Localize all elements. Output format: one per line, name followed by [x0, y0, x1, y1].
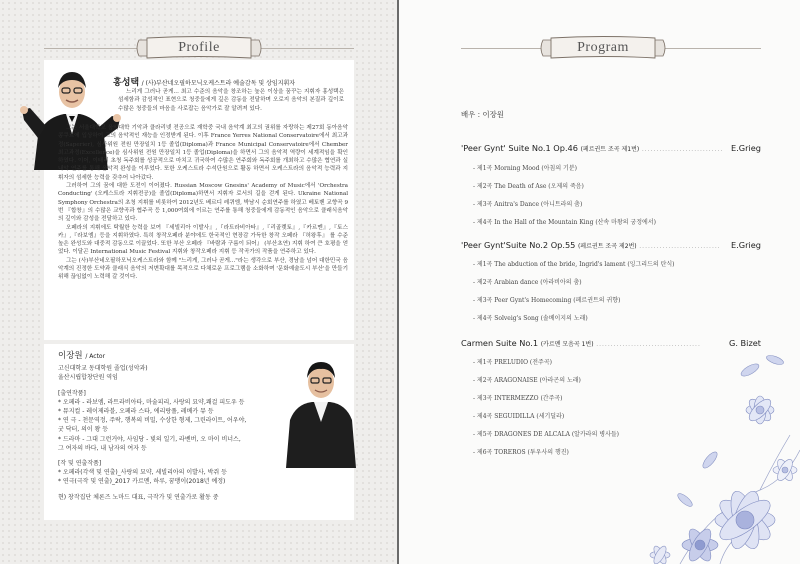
- actor-line: 굿 닥터, 의이 왕 등: [58, 426, 109, 434]
- movement: - 제3곡 Anitra's Dance (아니트라의 춤): [473, 201, 583, 208]
- movement: - 제4곡 Solveig's Song (솔베이지의 노래): [473, 315, 588, 322]
- program-banner-title: Program: [577, 40, 629, 55]
- movement: - 제3곡 INTERMEZZO (간주곡): [473, 395, 563, 402]
- actor-line: * 드라마 - 그대 그런거야, 사임당 - 빛의 일기, 라벤버, 오 마이 비너스,: [58, 435, 241, 443]
- movement: - 제2곡 Arabian dance (아라비아의 춤): [473, 279, 582, 286]
- program-work: [461, 143, 761, 226]
- dot-leader: ............................: [639, 243, 721, 250]
- conductor-name: 홍성택: [113, 78, 140, 88]
- conductor-bio: [58, 124, 348, 282]
- conductor-bio-top: [118, 88, 344, 113]
- actor-line: * 뮤지컬 - 레이제라블, 오페라 스타, 에리랑풀, 레베카 뮤 등: [58, 408, 214, 416]
- work-heading: [461, 240, 761, 250]
- floral-decoration-icon: [560, 340, 800, 564]
- actor-role: / Actor: [85, 353, 106, 360]
- movement: - 제3곡 Peer Gynt's Homecoming (페르귄트의 귀향): [473, 297, 621, 304]
- actor-line: * 연극(극작 및 연출)_2017 카르멘, 하루, 꿈맹이(2018년 예정): [58, 478, 226, 486]
- actor-line: 울산시립합창단원 역임: [58, 374, 118, 382]
- program-cast: 배우 : 이장원: [461, 110, 504, 119]
- conductor-title: / (사)부산네오필하모닉오케스트라 예술감독 및 상임지휘자: [141, 80, 296, 87]
- movement: - 제4곡 In the Hall of the Mountain King (산속 마왕의 궁정에서): [473, 219, 656, 226]
- movement: - 제1곡 Morning Mood (아침의 기분): [473, 165, 577, 172]
- work-title: 'Peer Gynt' Suite No.1 Op.46: [461, 143, 578, 153]
- bio-paragraph: 그러하여 그의 꿈에 대한 도전이 이어졌다. Russian Moscow Gnesins' Academy of Music에서 'Orchestra Conducting' (오케스트라 지휘전공)을 졸업(Diploma)하면서 지휘자 로서의 길을 걷게 된다. Ukraine National Symphony Orchestra의 초청 지휘를 비롯하여 2012년도 베르디 레퀴엠, 박남시 순회연주를 하였고 베토벤 교향곡 9번 『합창』의 수많은 교향곡과 협주곡 등 1,000여회에 이르는 연주를 통해 청중들에게 감동적인 음악으로 클래식음악의 깊이와 감성을 전달하고 있다.: [58, 183, 348, 223]
- actor-line: [출연작품]: [58, 389, 86, 397]
- movement: - 제1곡 PRELUDIO (전주곡): [473, 359, 552, 366]
- movement: - 제4곡 SEGUIDILLA (세기딜라): [473, 413, 565, 420]
- program-banner: [537, 34, 669, 62]
- actor-name: 이장원: [58, 351, 83, 361]
- work-subtitle: (카르멘 모음곡 1번): [540, 341, 594, 348]
- bio-paragraph: 그는 (사)부산네오필하모닉오케스트라와 함께 "느리게, 그러나 곧게..."라는 생각으로 부산, 경남을 넘어 대한민국 음악계의 진정한 도약과 클래식 음악의 저변확대를 목적으로 다채로운 프로그램을 소화하며 '문화예술도시 부산'을 만들기 위해 끊임없이 노력해 갈 것이다.: [58, 257, 348, 281]
- work-title: Carmen Suite No.1: [461, 338, 539, 348]
- actor-name-line: [58, 352, 258, 361]
- work-composer: G. Bizet: [729, 338, 761, 348]
- actor-profile: [58, 352, 258, 502]
- dot-leader: ....................................: [596, 341, 701, 348]
- movement: - 제6곡 TOREROS (투우사의 행진): [473, 449, 569, 456]
- actor-line: 그 여자의 바다, 내 남자의 여자 등: [58, 444, 147, 452]
- work-title: 'Peer Gynt'Suite No.2 Op.55: [461, 240, 576, 250]
- conductor-name-line: [113, 75, 295, 88]
- bio-paragraph: 느리게 그러나 곧게... 최고 수준의 음악을 창조하는 높은 이상을 꿈꾸는 지휘자 홍성택은 섬세함과 감성적인 표현으로 청중들에게 깊은 감동을 전달하며 오로지 음악의 본질과 깊이로 수많은 청중들의 마음을 사로잡는 음악가로 잘 알려져 있다.: [118, 89, 344, 112]
- work-composer: E.Grieg: [731, 143, 761, 153]
- profile-banner: [133, 34, 265, 62]
- program-work: [461, 240, 761, 322]
- actor-line: 현) 창작집단 체론즈 노마드 대표, 극작가 및 연출가로 활동 중: [58, 493, 219, 501]
- actor-line: * 오페라 - 라보엠, 라트라비아타, 마술피리, 사랑의 묘약,쾌걸 피도우 등: [58, 398, 245, 406]
- actor-line: * 오페라(각색 및 연출)_사랑의 묘약, 세빌리아의 이발사, 박쥐 등: [58, 469, 227, 477]
- work-heading: [461, 143, 761, 153]
- actor-line: [작 및 연출작품]: [58, 460, 102, 468]
- actor-line: 고신대학교 동대학원 졸업(성악과): [58, 365, 148, 373]
- movement: - 제2곡 The Death of Ase (오제의 죽음): [473, 183, 584, 190]
- actor-photo: [280, 348, 362, 468]
- actor-line: * 연 극 - 천문역정, 주락, 행복의 비밀, 수상한 형제, 그린라이트, 어우야,: [58, 417, 247, 425]
- bio-paragraph: 오페라의 지휘에도 탁월한 능력을 보여 『세빌리아 이발사』,『라트라비아타』,『리골렛토』,『카르멘』,『토스카』,『라보엠』등을 지휘하였다. 특히 창작오페라 분야에도 한국적인 현장감 가득한 창작 오페라 『허왕후』 를 수준 높은 완성도와 대중적 감동으로 이끌었다. 또한 부산 오페라 『바람과 구름이 되어』 (부산초연) 지휘 하여 큰 호평을 얻었다. 이달곤 International Music Festival 지휘와 창작오페라 지휘 등 작곡가의 작품을 연주하고 있다.: [58, 224, 348, 256]
- work-composer: E.Grieg: [731, 240, 761, 250]
- movement: - 제5곡 DRAGONES DE ALCALA (알카라의 병사들): [473, 431, 619, 438]
- profile-banner-title: Profile: [178, 40, 220, 55]
- movement: - 제1곡 The abduction of the bride, Ingrid's lament (잉그리드의 탄식): [473, 261, 675, 268]
- work-subtitle: (페르귄트 조곡 제2번): [577, 243, 637, 250]
- movement: - 제2곡 ARAGONAISE (아라곤의 노래): [473, 377, 581, 384]
- bio-paragraph: 그는 서울대학교 음악대학 기악과 클라리넷 전공으로 재학중 국내 음악계 최고의 권위를 자랑하는 제27회 동아음악콩쿠르에 입상하여 그의 음악적인 재능을 인정받게 된다. 이후 France Yerres National Conservatoire에서 최고과정(Saperier), 심사위원 전원 만장일치 1등 졸업(Diploma)과 France Municipal Conservatoire에서 Chember 최고과정(Excellence)을 심사위원 전원 만장일치 1등 졸업(Diploma)을 하면서 그의 음악적 역량이 세계적임을 확인하였다. 이어, 이태리 초청 독주회를 성공적으로 마치고 귀국하여 수많은 연주회와 독주회를 개최하고 수많은 협연과 실내악 연주를 통해 음악적 완성을 이루었다. 또한 오케스트라 수석단원으로 활동 하면서 오케스트라의 음악적 능력과 지휘자의 섬세한 능력을 갖추어 나아갔다.: [58, 125, 348, 181]
- dot-leader: ............................: [641, 146, 724, 153]
- work-subtitle: (페르귄트 조곡 제1번): [580, 146, 640, 153]
